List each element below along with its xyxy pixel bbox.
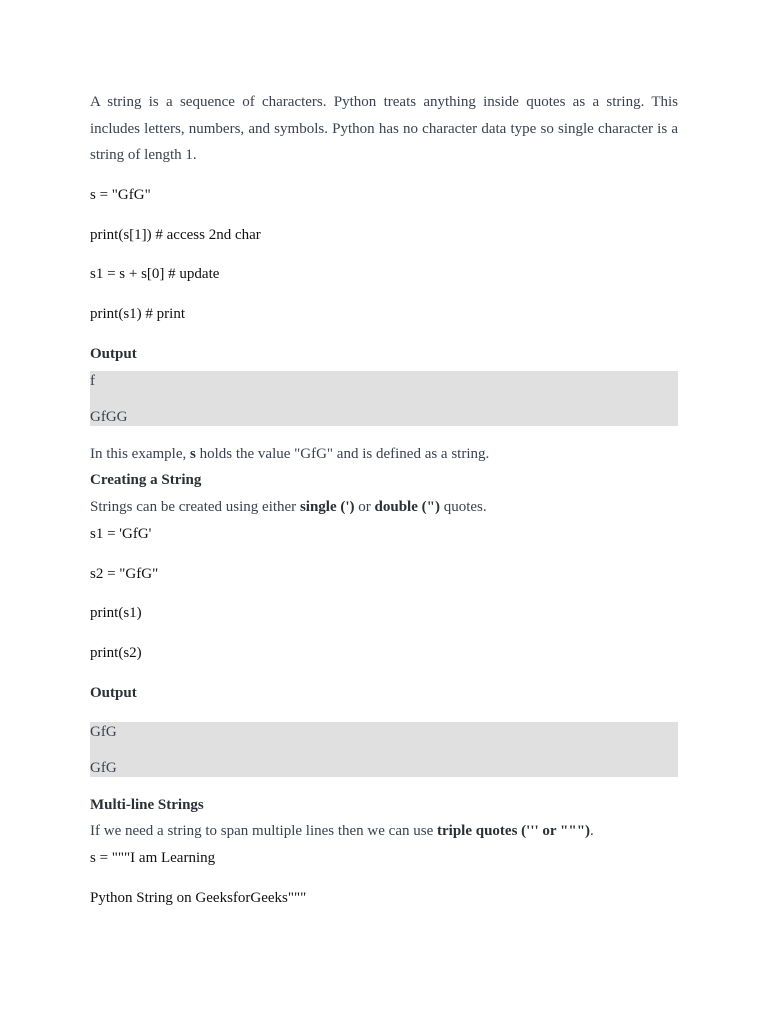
section-heading-creating: Creating a String [90,472,202,488]
section-heading-multiline: Multi-line Strings [90,797,204,813]
code-line: Python String on GeeksforGeeks""" [90,890,307,906]
code-line: print(s[1]) # access 2nd char [90,227,261,243]
output-line: GfGG [90,409,128,425]
creating-text-suffix: quotes. [439,499,487,515]
intro-paragraph: A string is a sequence of characters. Python treats anything inside quotes as a string. This includes letters, numbers, and symbols. Python has no character data type so single character is a string of length 1. [90,94,678,163]
explanation-prefix: In this example, [90,446,190,462]
output-box [90,722,678,777]
output-box [90,371,678,426]
code-line: print(s1) # print [90,306,185,322]
code-line: s1 = 'GfG' [90,526,152,542]
output-line: GfG [90,724,117,740]
output-line: GfG [90,760,117,776]
code-line: s2 = "GfG" [90,566,159,582]
triple-quote-term: triple quotes (''' or """) [437,823,591,839]
output-label: Output [90,685,137,701]
multiline-text-prefix: If we need a string to span multiple lines then we can use [90,823,437,839]
code-line: s = """I am Learning [90,850,216,866]
code-line: s1 = s + s[0] # update [90,266,220,282]
creating-text [90,497,487,517]
explanation-suffix: holds the value "GfG" and is defined as a string. [195,446,490,462]
multiline-text [90,821,594,841]
double-quote-term: double (") [374,499,440,515]
creating-text-prefix: Strings can be created using either [90,499,300,515]
code-line: print(s1) [90,605,142,621]
output-label: Output [90,346,137,362]
creating-text-or: or [354,499,375,515]
variable-name: s [189,446,196,462]
output-line: f [90,373,95,389]
single-quote-term: single (') [299,499,355,515]
multiline-text-suffix: . [590,823,594,839]
explanation-text [90,444,489,464]
code-line: s = "GfG" [90,187,151,203]
code-line: print(s2) [90,645,142,661]
